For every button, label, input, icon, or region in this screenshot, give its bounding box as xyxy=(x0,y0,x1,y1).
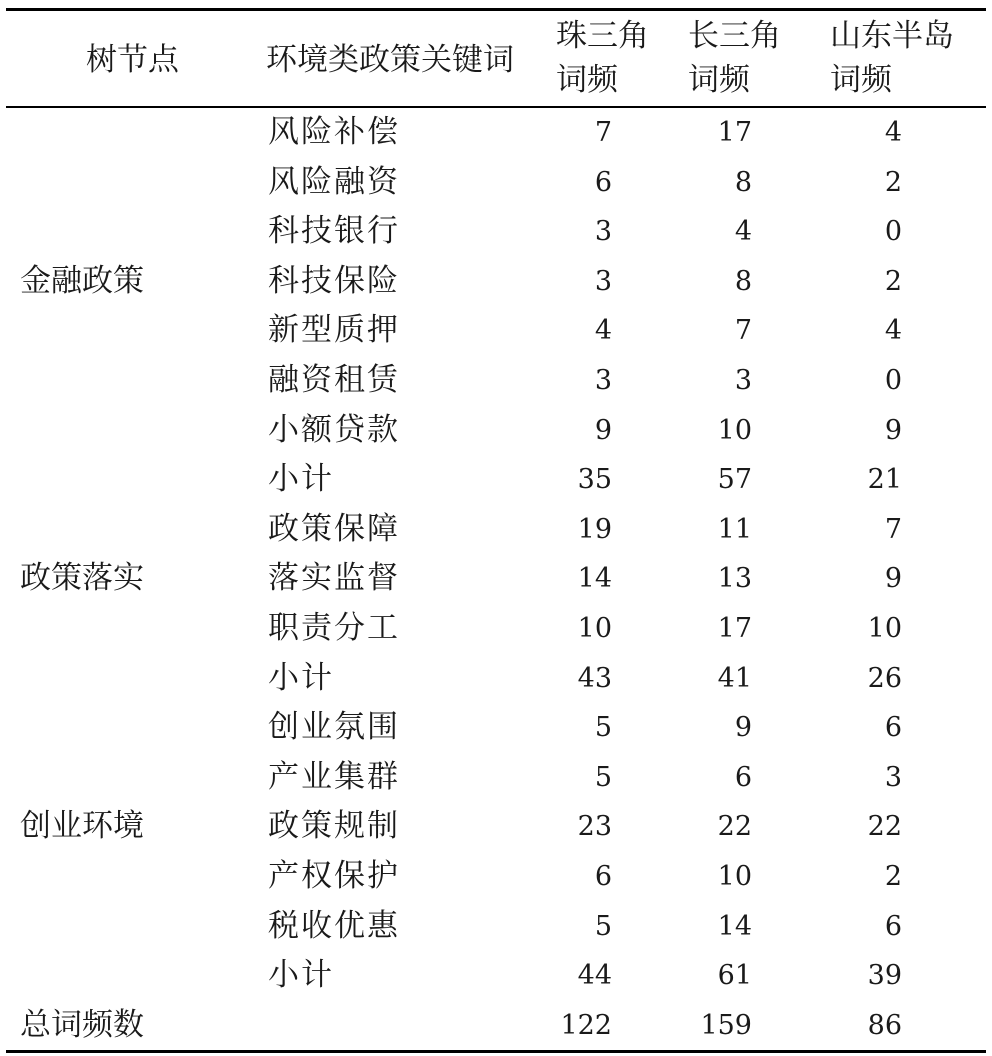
prd-frequency-cell: 9 xyxy=(594,414,612,446)
prd-frequency-cell: 5 xyxy=(594,712,612,744)
sd-frequency-cell: 6 xyxy=(884,910,902,942)
tree-node-cell: 政策落实 xyxy=(20,560,144,597)
keyword-cell: 产业集群 xyxy=(268,758,400,795)
yrd-frequency-cell: 159 xyxy=(700,1009,752,1041)
yrd-frequency-cell: 10 xyxy=(717,414,752,446)
yrd-frequency-cell: 22 xyxy=(717,811,752,843)
sd-frequency-cell: 7 xyxy=(884,513,902,545)
table-row xyxy=(0,753,992,803)
prd-frequency-cell: 5 xyxy=(594,761,612,793)
prd-frequency-cell: 7 xyxy=(594,117,612,148)
tree-node-cell: 创业环境 xyxy=(20,808,144,845)
yrd-frequency-cell: 17 xyxy=(717,612,752,644)
prd-frequency-cell: 3 xyxy=(594,265,612,297)
prd-frequency-cell: 44 xyxy=(577,960,612,992)
header-tree-node-text: 树节点 xyxy=(86,42,179,78)
yrd-frequency-cell: 9 xyxy=(734,712,752,744)
keyword-cell: 新型质押 xyxy=(268,312,400,349)
table-row xyxy=(0,158,992,208)
table-row xyxy=(0,108,992,158)
prd-frequency-cell: 3 xyxy=(594,216,612,248)
keyword-cell: 税收优惠 xyxy=(268,907,400,944)
prd-frequency-cell: 6 xyxy=(594,166,612,198)
prd-frequency-cell: 4 xyxy=(594,315,612,347)
header-sd-frequency xyxy=(830,14,954,102)
table-row xyxy=(0,406,992,456)
header-tree-node xyxy=(86,38,179,82)
table-row xyxy=(0,703,992,753)
yrd-frequency-cell: 6 xyxy=(734,761,752,793)
table-row xyxy=(0,306,992,356)
prd-frequency-cell: 3 xyxy=(594,364,612,396)
header-sd-line2: 词频 xyxy=(830,62,892,98)
sd-frequency-cell: 21 xyxy=(867,464,902,496)
keyword-cell: 融资租赁 xyxy=(268,361,400,398)
table-row xyxy=(0,207,992,257)
sd-frequency-cell: 26 xyxy=(867,662,902,694)
table-row xyxy=(0,902,992,952)
header-sd-line1: 山东半岛 xyxy=(830,18,954,54)
table-body xyxy=(0,108,992,1050)
table-row xyxy=(0,505,992,555)
table-top-rule xyxy=(6,8,986,11)
table-row-subtotal xyxy=(0,654,992,704)
sd-frequency-cell: 4 xyxy=(884,117,902,148)
yrd-frequency-cell: 8 xyxy=(734,166,752,198)
table-row xyxy=(0,257,992,307)
table-row-subtotal xyxy=(0,951,992,1001)
sd-frequency-cell: 10 xyxy=(867,612,902,644)
keyword-cell: 小计 xyxy=(268,461,334,498)
keyword-cell: 政策保障 xyxy=(268,510,400,547)
yrd-frequency-cell: 8 xyxy=(734,265,752,297)
keyword-cell: 创业氛围 xyxy=(268,709,400,746)
prd-frequency-cell: 19 xyxy=(577,513,612,545)
header-prd-line2: 词频 xyxy=(556,62,618,98)
table-row-subtotal xyxy=(0,455,992,505)
table-row xyxy=(0,356,992,406)
keyword-cell: 落实监督 xyxy=(268,560,400,597)
table-row-total xyxy=(0,1001,992,1051)
keyword-cell: 小计 xyxy=(268,659,334,696)
yrd-frequency-cell: 3 xyxy=(734,364,752,396)
sd-frequency-cell: 4 xyxy=(884,315,902,347)
prd-frequency-cell: 10 xyxy=(577,612,612,644)
sd-frequency-cell: 86 xyxy=(867,1009,902,1041)
yrd-frequency-cell: 57 xyxy=(717,464,752,496)
sd-frequency-cell: 3 xyxy=(884,761,902,793)
keyword-cell: 科技银行 xyxy=(268,213,400,250)
sd-frequency-cell: 9 xyxy=(884,414,902,446)
tree-node-cell: 总词频数 xyxy=(20,1006,144,1043)
keyword-cell: 职责分工 xyxy=(268,609,400,646)
keyword-cell: 风险补偿 xyxy=(268,114,400,150)
prd-frequency-cell: 6 xyxy=(594,860,612,892)
sd-frequency-cell: 22 xyxy=(867,811,902,843)
header-keyword xyxy=(266,38,514,82)
prd-frequency-cell: 43 xyxy=(577,662,612,694)
keyword-cell: 小额贷款 xyxy=(268,411,400,448)
prd-frequency-cell: 122 xyxy=(560,1009,612,1041)
prd-frequency-cell: 23 xyxy=(577,811,612,843)
sd-frequency-cell: 0 xyxy=(884,216,902,248)
yrd-frequency-cell: 10 xyxy=(717,860,752,892)
yrd-frequency-cell: 7 xyxy=(734,315,752,347)
keyword-cell: 政策规制 xyxy=(268,808,400,845)
header-yrd-line1: 长三角 xyxy=(688,18,781,54)
header-prd-frequency xyxy=(556,14,649,102)
header-yrd-line2: 词频 xyxy=(688,62,750,98)
yrd-frequency-cell: 14 xyxy=(717,910,752,942)
table-row xyxy=(0,604,992,654)
sd-frequency-cell: 0 xyxy=(884,364,902,396)
sd-frequency-cell: 2 xyxy=(884,166,902,198)
table-row xyxy=(0,802,992,852)
table-bottom-rule xyxy=(6,1050,986,1053)
sd-frequency-cell: 2 xyxy=(884,860,902,892)
prd-frequency-cell: 5 xyxy=(594,910,612,942)
keyword-cell: 小计 xyxy=(268,957,334,994)
keyword-cell: 产权保护 xyxy=(268,857,400,894)
sd-frequency-cell: 6 xyxy=(884,712,902,744)
yrd-frequency-cell: 4 xyxy=(734,216,752,248)
table-row xyxy=(0,554,992,604)
prd-frequency-cell: 14 xyxy=(577,563,612,595)
sd-frequency-cell: 39 xyxy=(867,960,902,992)
header-keyword-text: 环境类政策关键词 xyxy=(266,42,514,78)
yrd-frequency-cell: 41 xyxy=(717,662,752,694)
sd-frequency-cell: 9 xyxy=(884,563,902,595)
sd-frequency-cell: 2 xyxy=(884,265,902,297)
yrd-frequency-cell: 17 xyxy=(717,117,752,148)
keyword-cell: 科技保险 xyxy=(268,262,400,299)
tree-node-cell: 金融政策 xyxy=(20,262,144,299)
yrd-frequency-cell: 11 xyxy=(717,513,752,545)
keyword-cell: 风险融资 xyxy=(268,163,400,200)
table-row xyxy=(0,852,992,902)
header-prd-line1: 珠三角 xyxy=(556,18,649,54)
header-yrd-frequency xyxy=(688,14,781,102)
yrd-frequency-cell: 61 xyxy=(717,960,752,992)
yrd-frequency-cell: 13 xyxy=(717,563,752,595)
prd-frequency-cell: 35 xyxy=(577,464,612,496)
